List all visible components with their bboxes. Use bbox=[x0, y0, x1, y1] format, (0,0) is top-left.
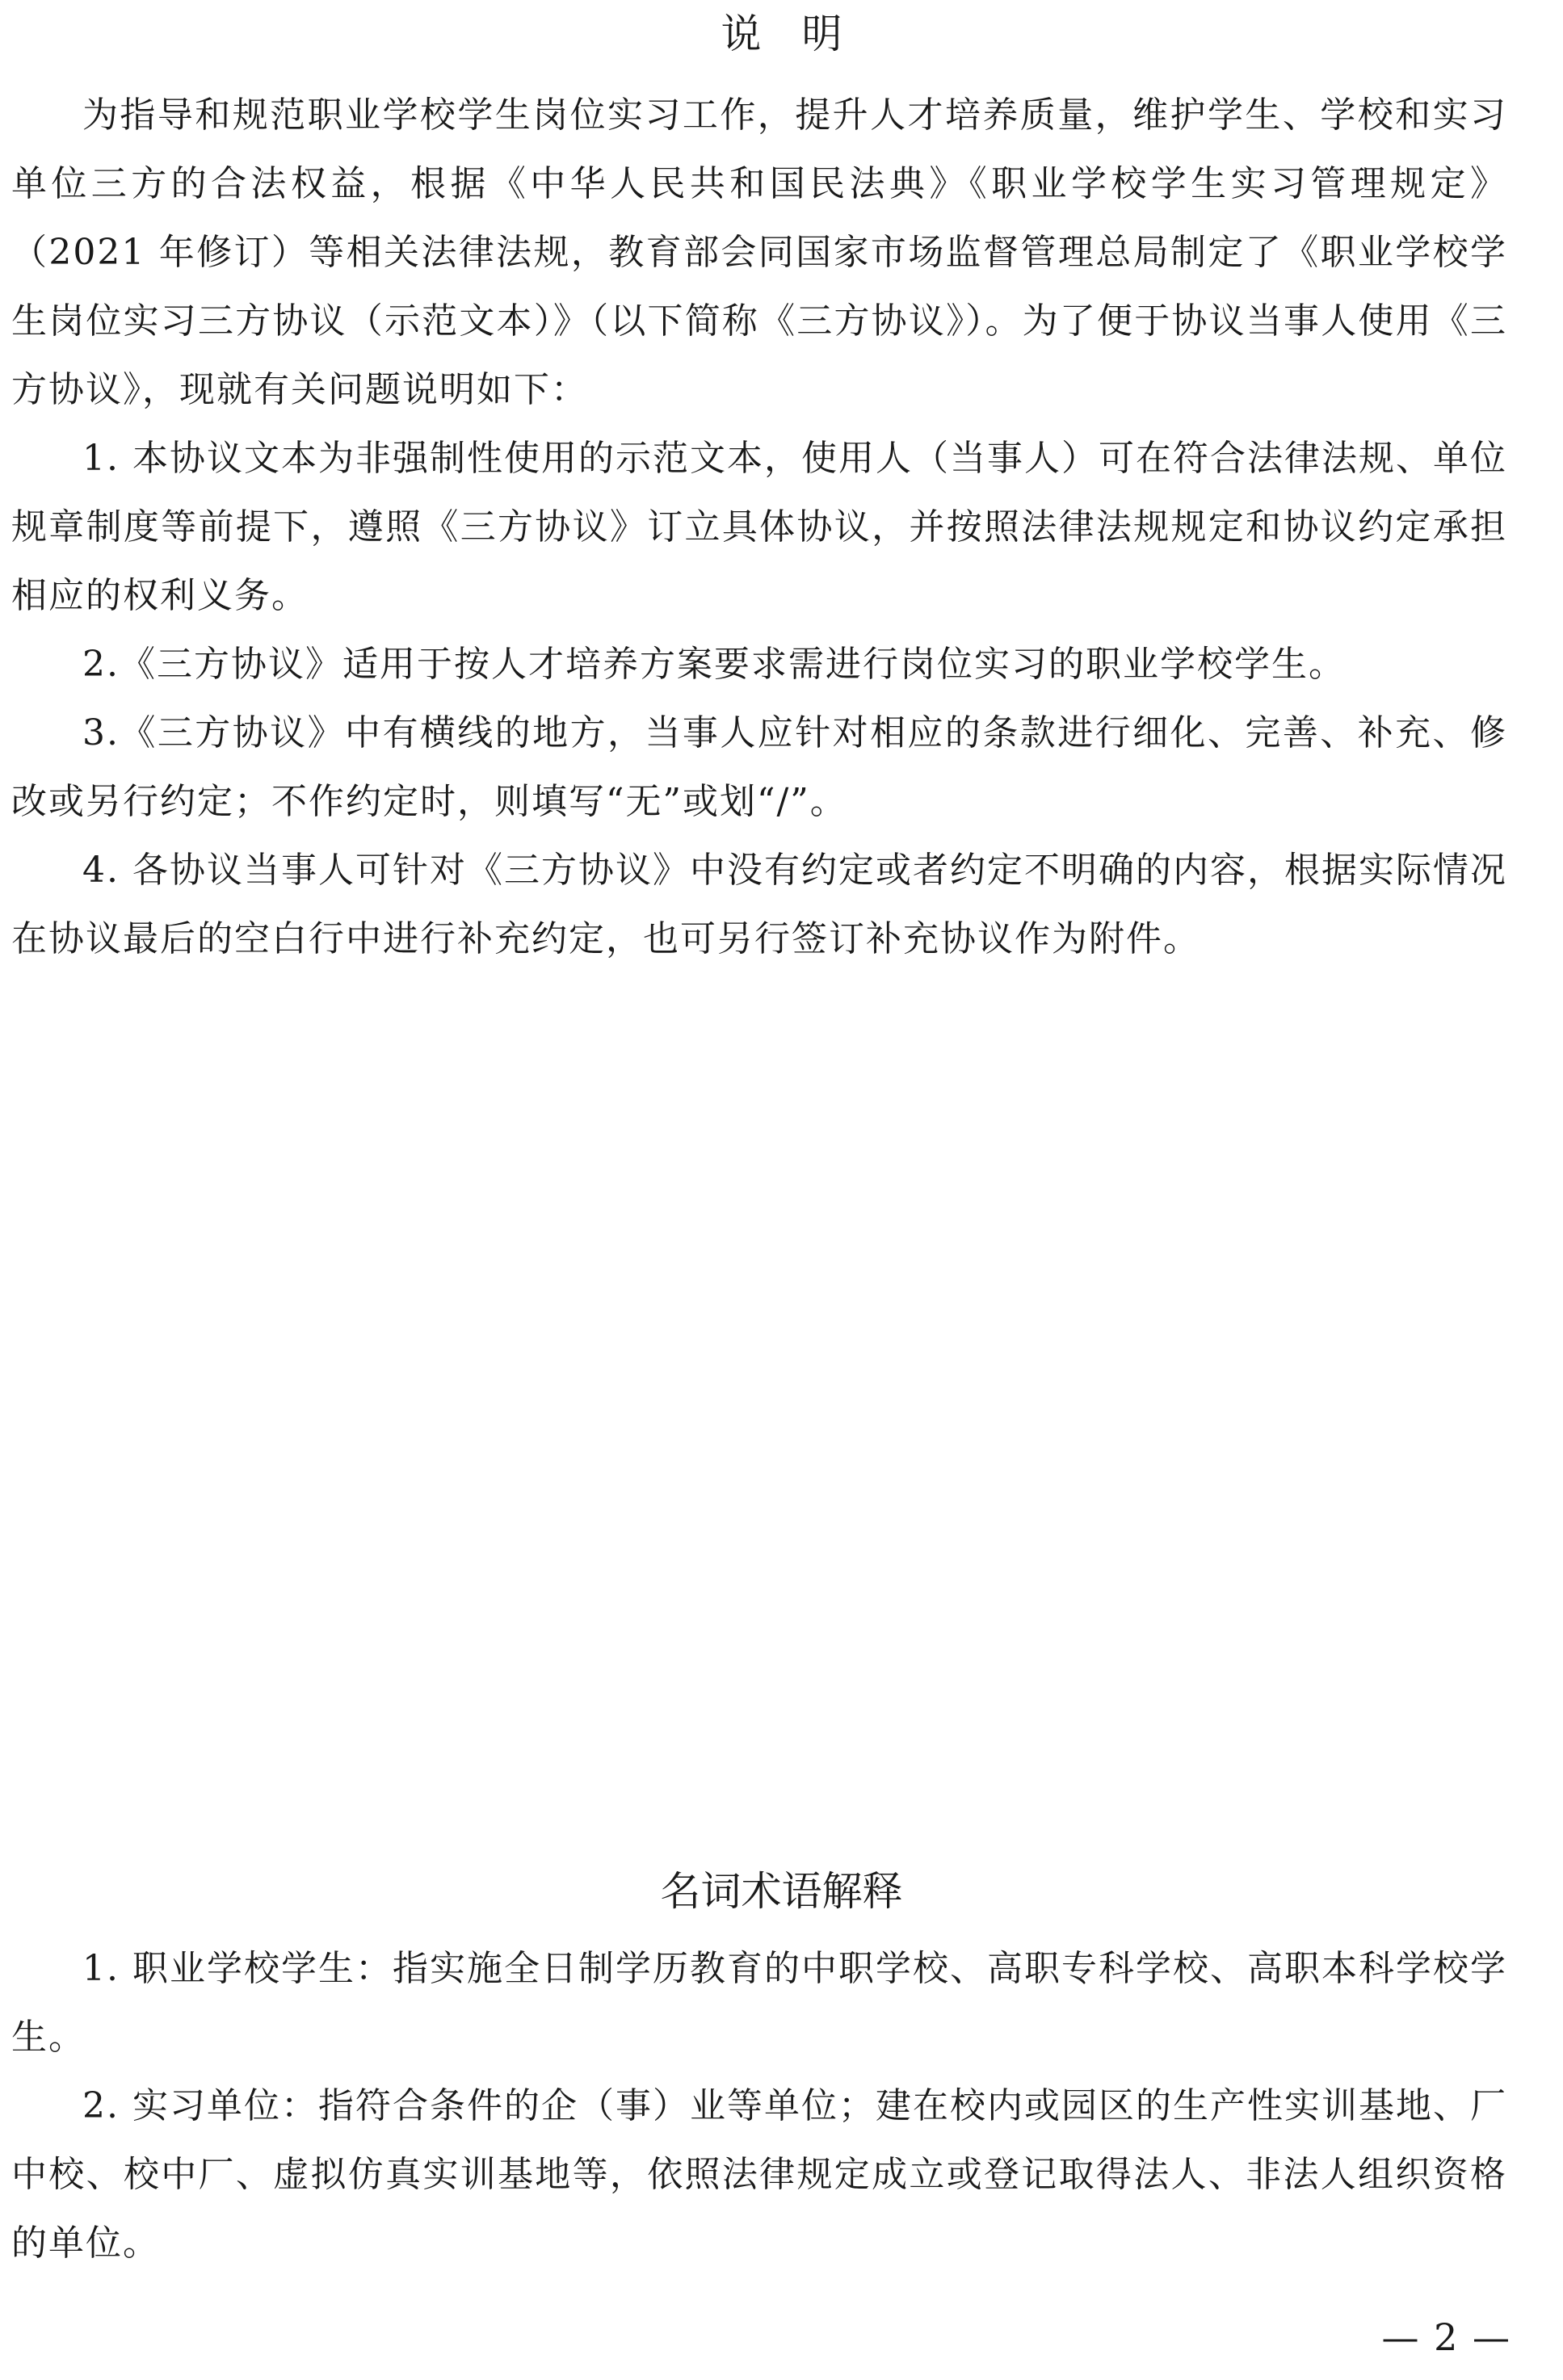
explanation-title bbox=[0, 10, 1563, 58]
glossary-item-internship-unit: 2. 实习单位：指符合条件的企（事）业等单位；建在校内或园区的生产性实训基地、厂中校、校中厂、虚拟仿真实训基地等，依照法律规定成立或登记取得法人、非法人组织资格的单位。 bbox=[11, 2085, 1507, 2264]
glossary-title: 名词术语解释 bbox=[660, 1868, 903, 1915]
glossary-section bbox=[11, 1934, 1507, 2277]
explanation-section bbox=[11, 81, 1507, 973]
explanation-title-char-2: 明 bbox=[801, 10, 842, 57]
explanation-paragraph-1: 1. 本协议文本为非强制性使用的示范文本，使用人（当事人）可在符合法律法规、单位规章制度等前提下，遵照《三方协议》订立具体协议，并按照法律法规规定和协议约定承担相应的权利义务。 bbox=[11, 438, 1507, 616]
explanation-paragraph-4: 4. 各协议当事人可针对《三方协议》中没有约定或者约定不明确的内容，根据实际情况在协议最后的空白行中进行补充约定，也可另行签订补充协议作为附件。 bbox=[11, 850, 1507, 959]
page-number: — 2 — bbox=[1381, 2315, 1511, 2359]
explanation-paragraph-3: 3.《三方协议》中有横线的地方，当事人应针对相应的条款进行细化、完善、补充、修改或另行约定；不作约定时，则填写“无”或划“/”。 bbox=[11, 712, 1507, 822]
explanation-paragraph-2: 2.《三方协议》适用于按人才培养方案要求需进行岗位实习的职业学校学生。 bbox=[82, 644, 1346, 685]
explanation-title-char-1: 说 bbox=[721, 10, 762, 57]
glossary-item-vocational-student: 1. 职业学校学生：指实施全日制学历教育的中职学校、高职专科学校、高职本科学校学生。 bbox=[11, 1948, 1507, 2058]
explanation-paragraph-intro: 为指导和规范职业学校学生岗位实习工作，提升人才培养质量，维护学生、学校和实习单位三方的合法权益，根据《中华人民共和国民法典》《职业学校学生实习管理规定》（2021 年修订）等相关法律法规，教育部会同国家市场监督管理总局制定了《职业学校学生岗位实习三方协议（示范文本）》（以下简称《三方协议》）。为了便于协议当事人使用《三方协议》，现就有关问题说明如下： bbox=[11, 94, 1507, 410]
